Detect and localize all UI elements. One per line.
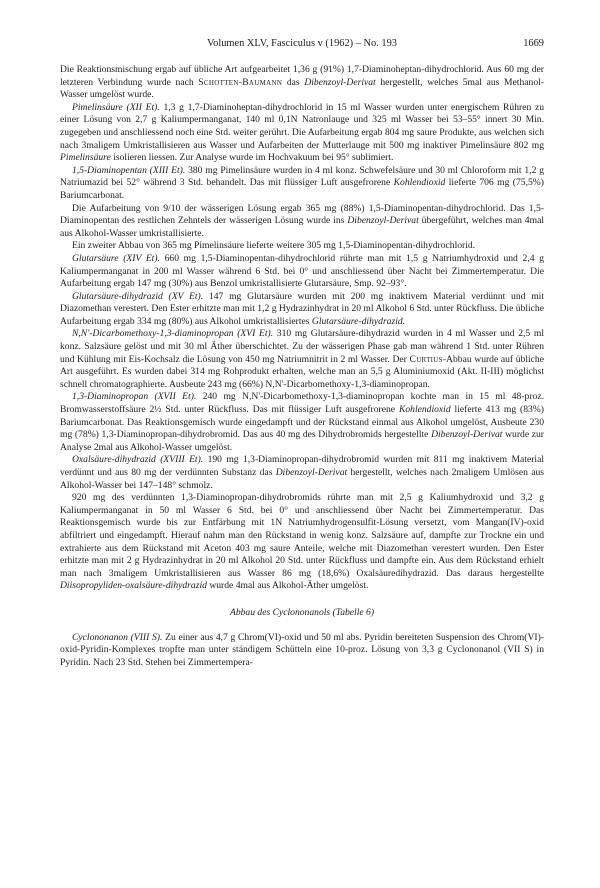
running-header: [60, 38, 544, 54]
paragraph-zweiter-abbau: Ein zweiter Abbau von 365 mg Pimelinsäure lieferte weitere 305 mg 1,5-Diaminopentan-dihydrochlorid.: [72, 240, 476, 252]
paragraph-cyclononanon: Cyclononanon (VIII S). Zu einer aus 4,7 g Chrom(VI)-oxid und 50 ml abs. Pyridin bereiteten Suspension des Chrom(VI)-oxid-Pyridin-Komplexes tropfte man unter ständigem Schütteln eine 10-proz. Lösung von 3,3 g Cyclononanol (VII S) in Pyridin. Nach 23 Std. Stehen bei Zimmertempera-: [60, 631, 544, 668]
running-title: Volumen XLV, Fasciculus v (1962) – No. 193: [206, 38, 397, 49]
paragraph-glutarsaeure: Glutarsäure (XIV Et). 660 mg 1,5-Diaminopentan-dihydrochlorid rührte man mit 1,5 g Natriumhydroxid und 2,4 g Kaliumpermanganat in 200 ml Wasser während 6 Std. bei 0° und anschliessend über Nacht bei Zimmertemperatur. Die Aufarbeitung ergab 147 mg (30%) aus Benzol umkristallisierte Glutarsäure, Smp. 92–93°.: [60, 252, 544, 290]
paragraph-reaction-workup: Die Reaktionsmischung ergab auf übliche Art aufgearbeitet 1,36 g (91%) 1,7-Diaminoheptan-dihydrochlorid. Aus 60 mg der letzteren Verbindung wurde nach Schotten-Baumann das Dibenzoyl-Derivat hergestellt, welches 5mal aus Methanol-Wasser umgelöst wurde.: [60, 64, 544, 101]
paragraph-aufarbeitung: Die Aufarbeitung von 9/10 der wässerigen Lösung ergab 365 mg (88%) 1,5-Diaminopentan-dihydrochlorid. Das 1,5-Diaminopentan des restlichen Zehntels der wässerigen Lösung wurde ins Dibenzoyl-Derivat übergeführt, welches man 4mal aus Alkohol-Wasser umkristallisierte.: [60, 202, 544, 239]
paragraph-oxalsaeure-dihydrazid: Oxalsäure-dihydrazid (XVIII Et). 190 mg 1,3-Diaminopropan-dihydrobromid wurden mit 811 mg inaktivem Material verdünnt und aus 80 mg der verdünnten Substanz das Dibenzoyl-Derivat hergestellt, welches nach 2maligem Umlösen aus Alkohol-Wasser bei 147–148° schmolz.: [60, 454, 545, 491]
paragraph-verduennt-diaminopropan: 920 mg des verdünnten 1,3-Diaminopropan-dihydrobromids rührte man mit 2,5 g Kaliumhydroxid und 3,2 g Kaliumpermanganat in 50 ml Wasser 6 Std. bei 0° und anschliessend über Nacht bei Zimmertemperatur. Das Reaktionsgemisch wurde bis zur Entfärbung mit 1N Natriumhydrogensulfit-Lösung versetzt, vom Mangan(IV)-oxid abfiltriert und eingedampft. Hierauf nahm man den Rückstand in wenig konz. Salzsäure auf, dampfte zur Trockne ein und extrahierte aus dem Rückstand mit Aceton 403 mg saure Anteile, welche mit Diazomethan verestert wurden. Den Ester erhitzte man mit 2 g Hydrazinhydrat in 20 ml Alkohol 20 Std. unter Rückfluss und dampfte ein. Aus dem Rückstand erhielt man nach 3maligem Umkristallisieren aus Wasser 86 mg (18,6%) Oxalsäuredihydrazid. Das daraus hergestellte Diisopropyliden-oxalsäure-dihydrazid wurde 4mal aus Alkohol-Äther umgelöst.: [60, 492, 544, 592]
paragraph-dicarbomethoxy: N,N'-Dicarbomethoxy-1,3-diaminopropan (XVI Et). 310 mg Glutarsäure-dihydrazid wurden in 4 ml Wasser und 2,5 ml konz. Salzsäure gelöst und mit 30 ml Äther überschichtet. Zu der wässerigen Phase gab man während 1 Std. unter Rühren und Kühlung mit Eis-Kochsalz die Lösung von 450 mg Natriumnitrit in 2 ml Wasser. Der Curtius-Abbau wurde auf übliche Art ausgeführt. Es wurden dabei 314 mg Rohprodukt erhalten, welche man an 5,5 g Aluminiumoxid (Akt. II-III) möglichst schnell chromatographierte. Ausbeute 243 mg (66%) N,N'-Dicarbomethoxy-1,3-diaminopropan.: [60, 328, 544, 390]
paragraph-diaminopentan: 1,5-Diaminopentan (XIII Et). 380 mg Pimelinsäure wurden in 4 ml konz. Schwefelsäure und 30 ml Chloroform mit 1,2 g Natriumazid bei 52° während 3 Std. behandelt. Das mit flüssiger Luft ausgefrorene Kohlendioxid lieferte 706 mg (75,5%) Bariumcarbonat.: [60, 164, 544, 201]
section-title: Abbau des Cyclononanols (Tabelle 6): [229, 606, 375, 618]
paragraph-diaminopropan: 1,3-Diaminopropan (XVII Et). 240 mg N,N'-Dicarbomethoxy-1,3-diaminopropan kochte man in 15 ml 48-proz. Bromwasserstoffsäure 2½ Std. unter Rückfluss. Das mit flüssiger Luft ausgefrorene Kohlendioxid lieferte 413 mg (83%) Bariumcarbonat. Das Reaktionsgemisch wurde eingedampft und der Rückstand einmal aus Alkohol umgelöst, Ausbeute 230 mg (78%) 1,3-Diaminopropan-dihydrobromid. Das aus 40 mg des Dihydrobromids hergestellte Dibenzoyl-Derivat wurde zur Analyse 2mal aus Alkohol-Wasser umgelöst.: [60, 391, 544, 453]
paragraph-pimelinsaeure: Pimelinsäure (XII Et). 1,3 g 1,7-Diaminoheptan-dihydrochlorid in 15 ml Wasser wurden unter energischem Rühren zu einer Lösung von 2,7 g Kaliumpermanganat, 140 ml 0,1N Natronlauge und 325 ml Wasser bei 53–55° innert 30 Min. zugegeben und anschliessend noch eine Std. weiter gerührt. Die Aufarbeitung ergab 804 mg saure Produkte, aus welchen sich nach 3maligem Umkristallisieren aus Wasser und Aufarbeiten der Mutterlauge mit 500 mg inaktiver Pimelinsäure 802 mg Pimelinsäure isolieren liessen. Zur Analyse wurde im Hochvakuum bei 95° sublimiert.: [60, 101, 545, 164]
document-page: [60, 38, 544, 669]
page-number: 1669: [523, 38, 544, 49]
paragraph-glutarsaeure-dihydrazid: Glutarsäure-dihydrazid (XV Et). 147 mg Glutarsäure wurden mit 200 mg inaktivem Material verdünnt und mit Diazomethan verestert. Den Ester erhitzte man mit 1,2 g Hydrazinhydrat in 20 ml Alkohol 6 Std. unter Rückfluss. Die übliche Aufarbeitung ergab 334 mg (80%) aus Alkohol umkristallisiertes Glutarsäure-dihydrazid.: [60, 290, 544, 327]
